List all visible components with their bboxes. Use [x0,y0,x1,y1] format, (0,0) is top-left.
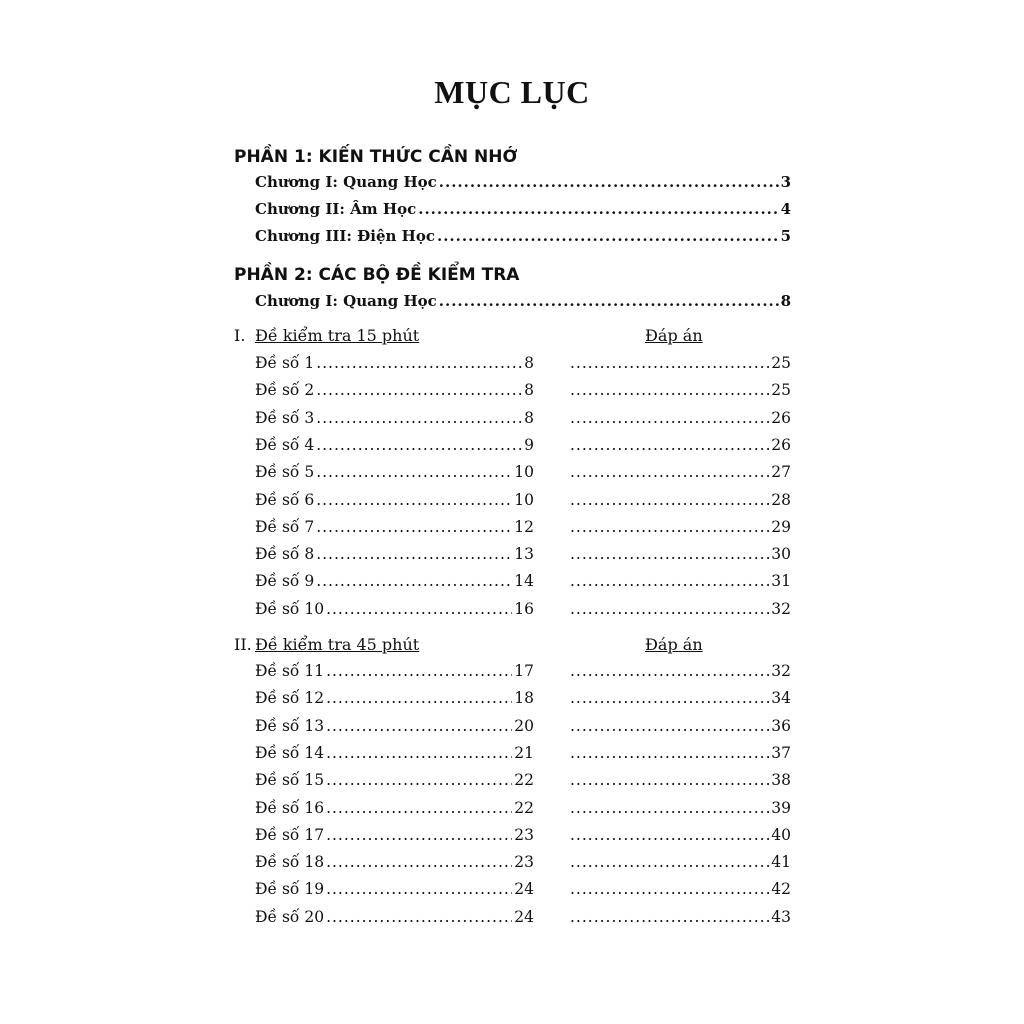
test-label: Đề số 4 [255,436,315,454]
answer-entry-row[interactable] [570,545,791,563]
answer-page: 43 [771,908,791,926]
dot-leader [570,436,769,454]
test-page: 18 [514,689,534,707]
dot-leader [418,200,778,218]
test-page: 23 [514,826,534,844]
test-page: 22 [514,799,534,817]
dot-leader [570,771,769,789]
answer-page: 27 [771,463,791,481]
chapter-label: Chương III: Điện Học [255,227,435,245]
answer-entry-row[interactable] [570,463,791,481]
answer-page: 29 [771,518,791,536]
test-page: 9 [524,436,534,454]
answer-entry-row[interactable] [570,771,791,789]
dot-leader [570,545,769,563]
answer-page: 42 [771,880,791,898]
dot-leader [326,717,512,735]
toc-chapter-row[interactable] [255,227,791,245]
test-page: 8 [524,409,534,427]
test-entry-row[interactable] [255,491,534,509]
answer-page: 31 [771,572,791,590]
dot-leader [570,518,769,536]
answer-page: 36 [771,717,791,735]
answer-entry-row[interactable] [570,744,791,762]
test-page: 14 [514,572,534,590]
dot-leader [326,880,512,898]
test-label: Đề số 8 [255,545,315,563]
test-entry-row[interactable] [255,436,534,454]
test-entry-row[interactable] [255,799,534,817]
dot-leader [437,227,779,245]
dot-leader [316,436,522,454]
test-label: Đề số 14 [255,744,325,762]
toc-chapter-row[interactable] [255,173,791,191]
test-label: Đề số 13 [255,717,325,735]
answer-page: 37 [771,744,791,762]
answer-entry-row[interactable] [570,354,791,372]
test-page: 21 [514,744,534,762]
chapter-page: 5 [780,227,791,245]
part2-heading: PHẦN 2: CÁC BỘ ĐỀ KIỂM TRA [234,265,520,285]
dot-leader [570,572,769,590]
dot-leader [326,826,512,844]
answer-entry-row[interactable] [570,600,791,618]
chapter-label: Chương II: Âm Học [255,200,417,218]
dot-leader [570,600,769,618]
test-page: 16 [514,600,534,618]
test-entry-row[interactable] [255,518,534,536]
dot-leader [326,853,512,871]
dot-leader [439,173,779,191]
toc-chapter-row[interactable] [255,200,791,218]
dot-leader [570,463,769,481]
answer-page: 28 [771,491,791,509]
test-entry-row[interactable] [255,744,534,762]
test-page: 24 [514,908,534,926]
dot-leader [570,744,769,762]
dot-leader [326,799,512,817]
section-label: Đề kiểm tra 15 phút [255,326,420,345]
test-label: Đề số 20 [255,908,325,926]
answer-entry-row[interactable] [570,518,791,536]
chapter-label: Chương I: Quang Học [255,292,437,310]
test-label: Đề số 2 [255,381,315,399]
test-page: 10 [514,491,534,509]
test-label: Đề số 5 [255,463,315,481]
part1-heading: PHẦN 1: KIẾN THỨC CẦN NHỚ [234,147,518,167]
page-title: MỤC LỤC [434,74,590,110]
chapter-page: 4 [780,200,791,218]
section-heading [234,326,419,345]
answer-entry-row[interactable] [570,908,791,926]
dot-leader [570,662,769,680]
answer-entry-row[interactable] [570,689,791,707]
dot-leader [570,799,769,817]
test-entry-row[interactable] [255,545,534,563]
test-label: Đề số 15 [255,771,325,789]
test-label: Đề số 10 [255,600,325,618]
test-label: Đề số 17 [255,826,325,844]
answer-entry-row[interactable] [570,381,791,399]
dot-leader [570,409,769,427]
test-page: 8 [524,381,534,399]
chapter-label: Chương I: Quang Học [255,173,437,191]
dot-leader [570,717,769,735]
answer-heading: Đáp án [645,635,703,654]
chapter-page: 3 [780,173,791,191]
test-page: 17 [514,662,534,680]
test-entry-row[interactable] [255,662,534,680]
dot-leader [570,880,769,898]
dot-leader [570,908,769,926]
test-label: Đề số 11 [255,662,325,680]
test-page: 22 [514,771,534,789]
dot-leader [326,908,512,926]
test-entry-row[interactable] [255,771,534,789]
test-page: 24 [514,880,534,898]
test-page: 13 [514,545,534,563]
dot-leader [316,463,512,481]
dot-leader [570,826,769,844]
test-entry-row[interactable] [255,572,534,590]
test-entry-row[interactable] [255,908,534,926]
answer-heading: Đáp án [645,326,703,345]
test-page: 8 [524,354,534,372]
test-label: Đề số 3 [255,409,315,427]
answer-page: 26 [771,436,791,454]
test-label: Đề số 1 [255,354,315,372]
answer-page: 32 [771,662,791,680]
answer-page: 41 [771,853,791,871]
dot-leader [326,771,512,789]
test-label: Đề số 6 [255,491,315,509]
dot-leader [326,744,512,762]
test-page: 23 [514,853,534,871]
answer-page: 25 [771,354,791,372]
section-label: Đề kiểm tra 45 phút [255,635,420,654]
test-entry-row[interactable] [255,880,534,898]
test-entry-row[interactable] [255,689,534,707]
section-numeral: I. [234,326,246,345]
test-entry-row[interactable] [255,381,534,399]
dot-leader [316,545,512,563]
test-page: 10 [514,463,534,481]
answer-entry-row[interactable] [570,572,791,590]
dot-leader [570,354,769,372]
answer-page: 25 [771,381,791,399]
test-label: Đề số 18 [255,853,325,871]
answer-entry-row[interactable] [570,662,791,680]
test-label: Đề số 12 [255,689,325,707]
test-label: Đề số 7 [255,518,315,536]
test-entry-row[interactable] [255,717,534,735]
answer-page: 39 [771,799,791,817]
dot-leader [439,292,779,310]
dot-leader [570,853,769,871]
answer-page: 32 [771,600,791,618]
test-page: 12 [514,518,534,536]
answer-entry-row[interactable] [570,409,791,427]
dot-leader [316,381,522,399]
answer-entry-row[interactable] [570,880,791,898]
answer-page: 26 [771,409,791,427]
answer-page: 34 [771,689,791,707]
dot-leader [326,689,512,707]
dot-leader [316,409,522,427]
test-entry-row[interactable] [255,600,534,618]
dot-leader [326,600,512,618]
answer-page: 38 [771,771,791,789]
test-label: Đề số 16 [255,799,325,817]
section-numeral: II. [234,635,252,654]
answer-entry-row[interactable] [570,799,791,817]
dot-leader [570,381,769,399]
answer-entry-row[interactable] [570,436,791,454]
test-entry-row[interactable] [255,409,534,427]
dot-leader [316,354,522,372]
chapter-page: 8 [780,292,791,310]
test-page: 20 [514,717,534,735]
answer-entry-row[interactable] [570,717,791,735]
answer-page: 40 [771,826,791,844]
answer-entry-row[interactable] [570,853,791,871]
dot-leader [570,491,769,509]
dot-leader [326,662,512,680]
answer-entry-row[interactable] [570,491,791,509]
dot-leader [316,491,512,509]
test-entry-row[interactable] [255,354,534,372]
dot-leader [316,518,512,536]
dot-leader [316,572,512,590]
answer-page: 30 [771,545,791,563]
section-heading [234,635,419,654]
test-entry-row[interactable] [255,826,534,844]
toc-chapter-row[interactable] [255,292,791,310]
test-label: Đề số 9 [255,572,315,590]
test-label: Đề số 19 [255,880,325,898]
dot-leader [570,689,769,707]
answer-entry-row[interactable] [570,826,791,844]
test-entry-row[interactable] [255,463,534,481]
test-entry-row[interactable] [255,853,534,871]
